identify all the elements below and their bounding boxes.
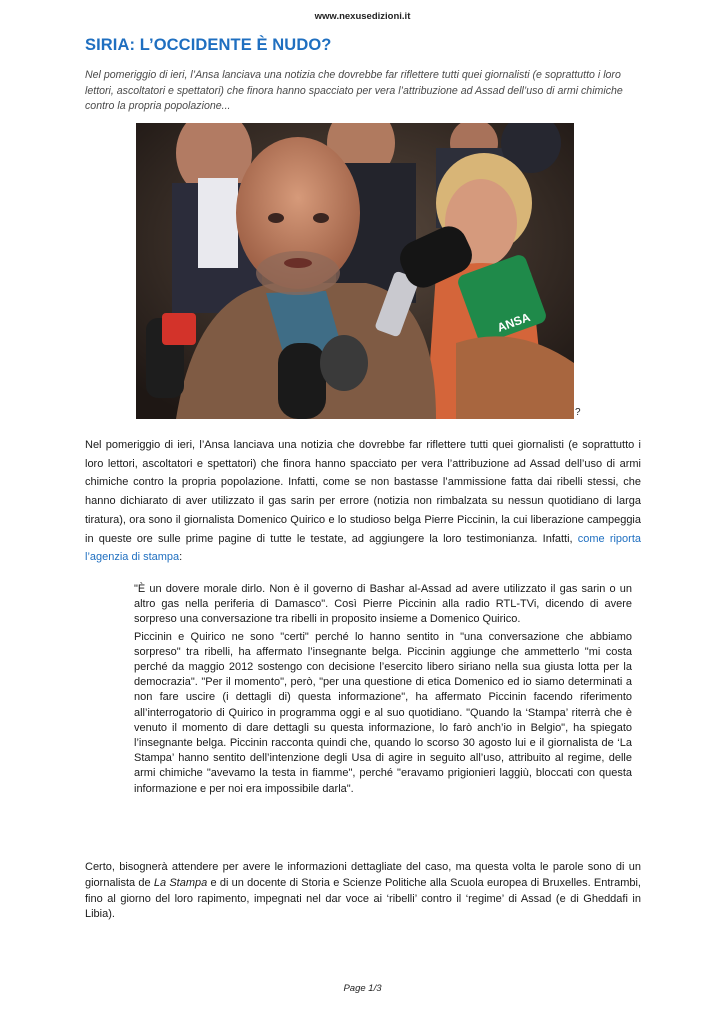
article-lede: Nel pomeriggio di ieri, l’Ansa lanciava una notizia che dovrebbe far riflettere tutti quei giornalisti (e soprattutto i loro lettori, ascoltatori e spettatori) che finora hanno spacciato per vera l’attribuzione ad Assad dell’uso di armi chimiche contro la propria popolazione... <box>85 69 623 112</box>
page-number: Page 1/3 <box>343 983 382 994</box>
main-man-beard <box>256 251 340 295</box>
microphone-left-badge <box>162 313 196 345</box>
newspaper-name: La Stampa <box>153 876 208 889</box>
photo-missing-mark: ? <box>575 407 581 418</box>
closing-text-start: Certo, bisognerà attendere per avere le informazioni dettagliate del caso, ma questa volta le parole sono di un giornalista de <box>85 861 641 889</box>
closing-text-end: e di un docente di Storia e Scienze Politiche alla Scuola europea di Bruxelles. Entrambi, fino al giorno del loro rapimento, impegnati nel dar voce ai ‘ribelli’ contro il ‘regime’ di Assad (e di Gheddafi in Libia). <box>85 876 641 921</box>
quote-paragraph-1: "È un dovere morale dirlo. Non è il governo di Bashar al-Assad ad avere utilizzato il gas sarin o un altro gas nella periferia di Damasco". Così Pierre Piccinin alla radio RTL-TVi, dicendo di avere sorpreso una conversazione tra ribelli in proposito insieme a Domenico Quirico. <box>134 583 632 626</box>
article-title: SIRIA: L’OCCIDENTE È NUDO? <box>85 36 332 54</box>
agency-quote-block <box>134 582 632 799</box>
article-photo <box>136 123 574 419</box>
agency-source-link[interactable]: come riporta l’agenzia di stampa <box>85 532 641 564</box>
closing-paragraph <box>85 860 641 923</box>
site-url-header: www.nexusedizioni.it <box>314 11 411 22</box>
microphone-center <box>278 343 326 419</box>
body-text: Nel pomeriggio di ieri, l’Ansa lanciava una notizia che dovrebbe far riflettere tutti quei giornalisti (e soprattutto i loro lettori, ascoltatori e spettatori) che finora hanno spacciato per vera l’attribuzione ad Assad dell’uso di armi chimiche contro la propria popolazione. Infatti, come se non bastasse l’ammissione fatta dai ribelli stessi, che hanno dichiarato di aver utilizzato il gas sarin per errore (notizia non rimbalzata su nessun quotidiano di larga tiratura), ora sono il giornalista Domenico Quirico e lo studioso belga Pierre Piccinin, la cui liberazione campeggia in queste ore sulle prime pagine di tutte le testate, ad aggiungere la loro testimonianza. Infatti, <box>85 439 641 545</box>
ansa-logo-text: ANSA <box>495 310 533 335</box>
article-body-paragraph <box>85 436 641 567</box>
main-man-left-eye <box>268 213 284 223</box>
main-man-right-eye <box>313 213 329 223</box>
microphone-center-head <box>320 335 368 391</box>
main-man-mouth <box>284 258 312 268</box>
bg-man-left-shirt <box>198 178 238 268</box>
quote-paragraph-2: Piccinin e Quirico ne sono "certi" perché lo hanno sentito in "una conversazione che abbiamo sorpreso" tra ribelli, ha affermato l’insegnante belga. Piccinin aggiunge che ammetterlo "mi costa perché da maggio 2012 sostengo con decisione l’esercito libero siriano nella sua giusta lotta per la democrazia". "Per il momento", però, "per una questione di etica Domenico ed io siamo determinati a non fare uscire (i dettagli di) questa informazione", ha affermato Piccinin facendo riferimento all’interrogatorio di Quirico in programma oggi e al suo quotidiano. "Quando la ‘Stampa’ riterrà che è venuto il momento di dare dettagli su questa informazione, lo farò anch’io in Belgio", ha spiegato l’insegnante belga. Piccinin racconta quindi che, quando lo scorso 30 agosto lui e il giornalista de ‘La Stampa’ hanno sentito dell’intenzione degli Usa di agire in seguito all’uso, attribuito al regime, delle armi chimiche "avevamo la testa in fiamme", perché "eravamo prigionieri laggiù, bloccati con questa informazione e per noi era impossibile darla". <box>134 630 632 795</box>
body-tail: : <box>179 551 183 564</box>
